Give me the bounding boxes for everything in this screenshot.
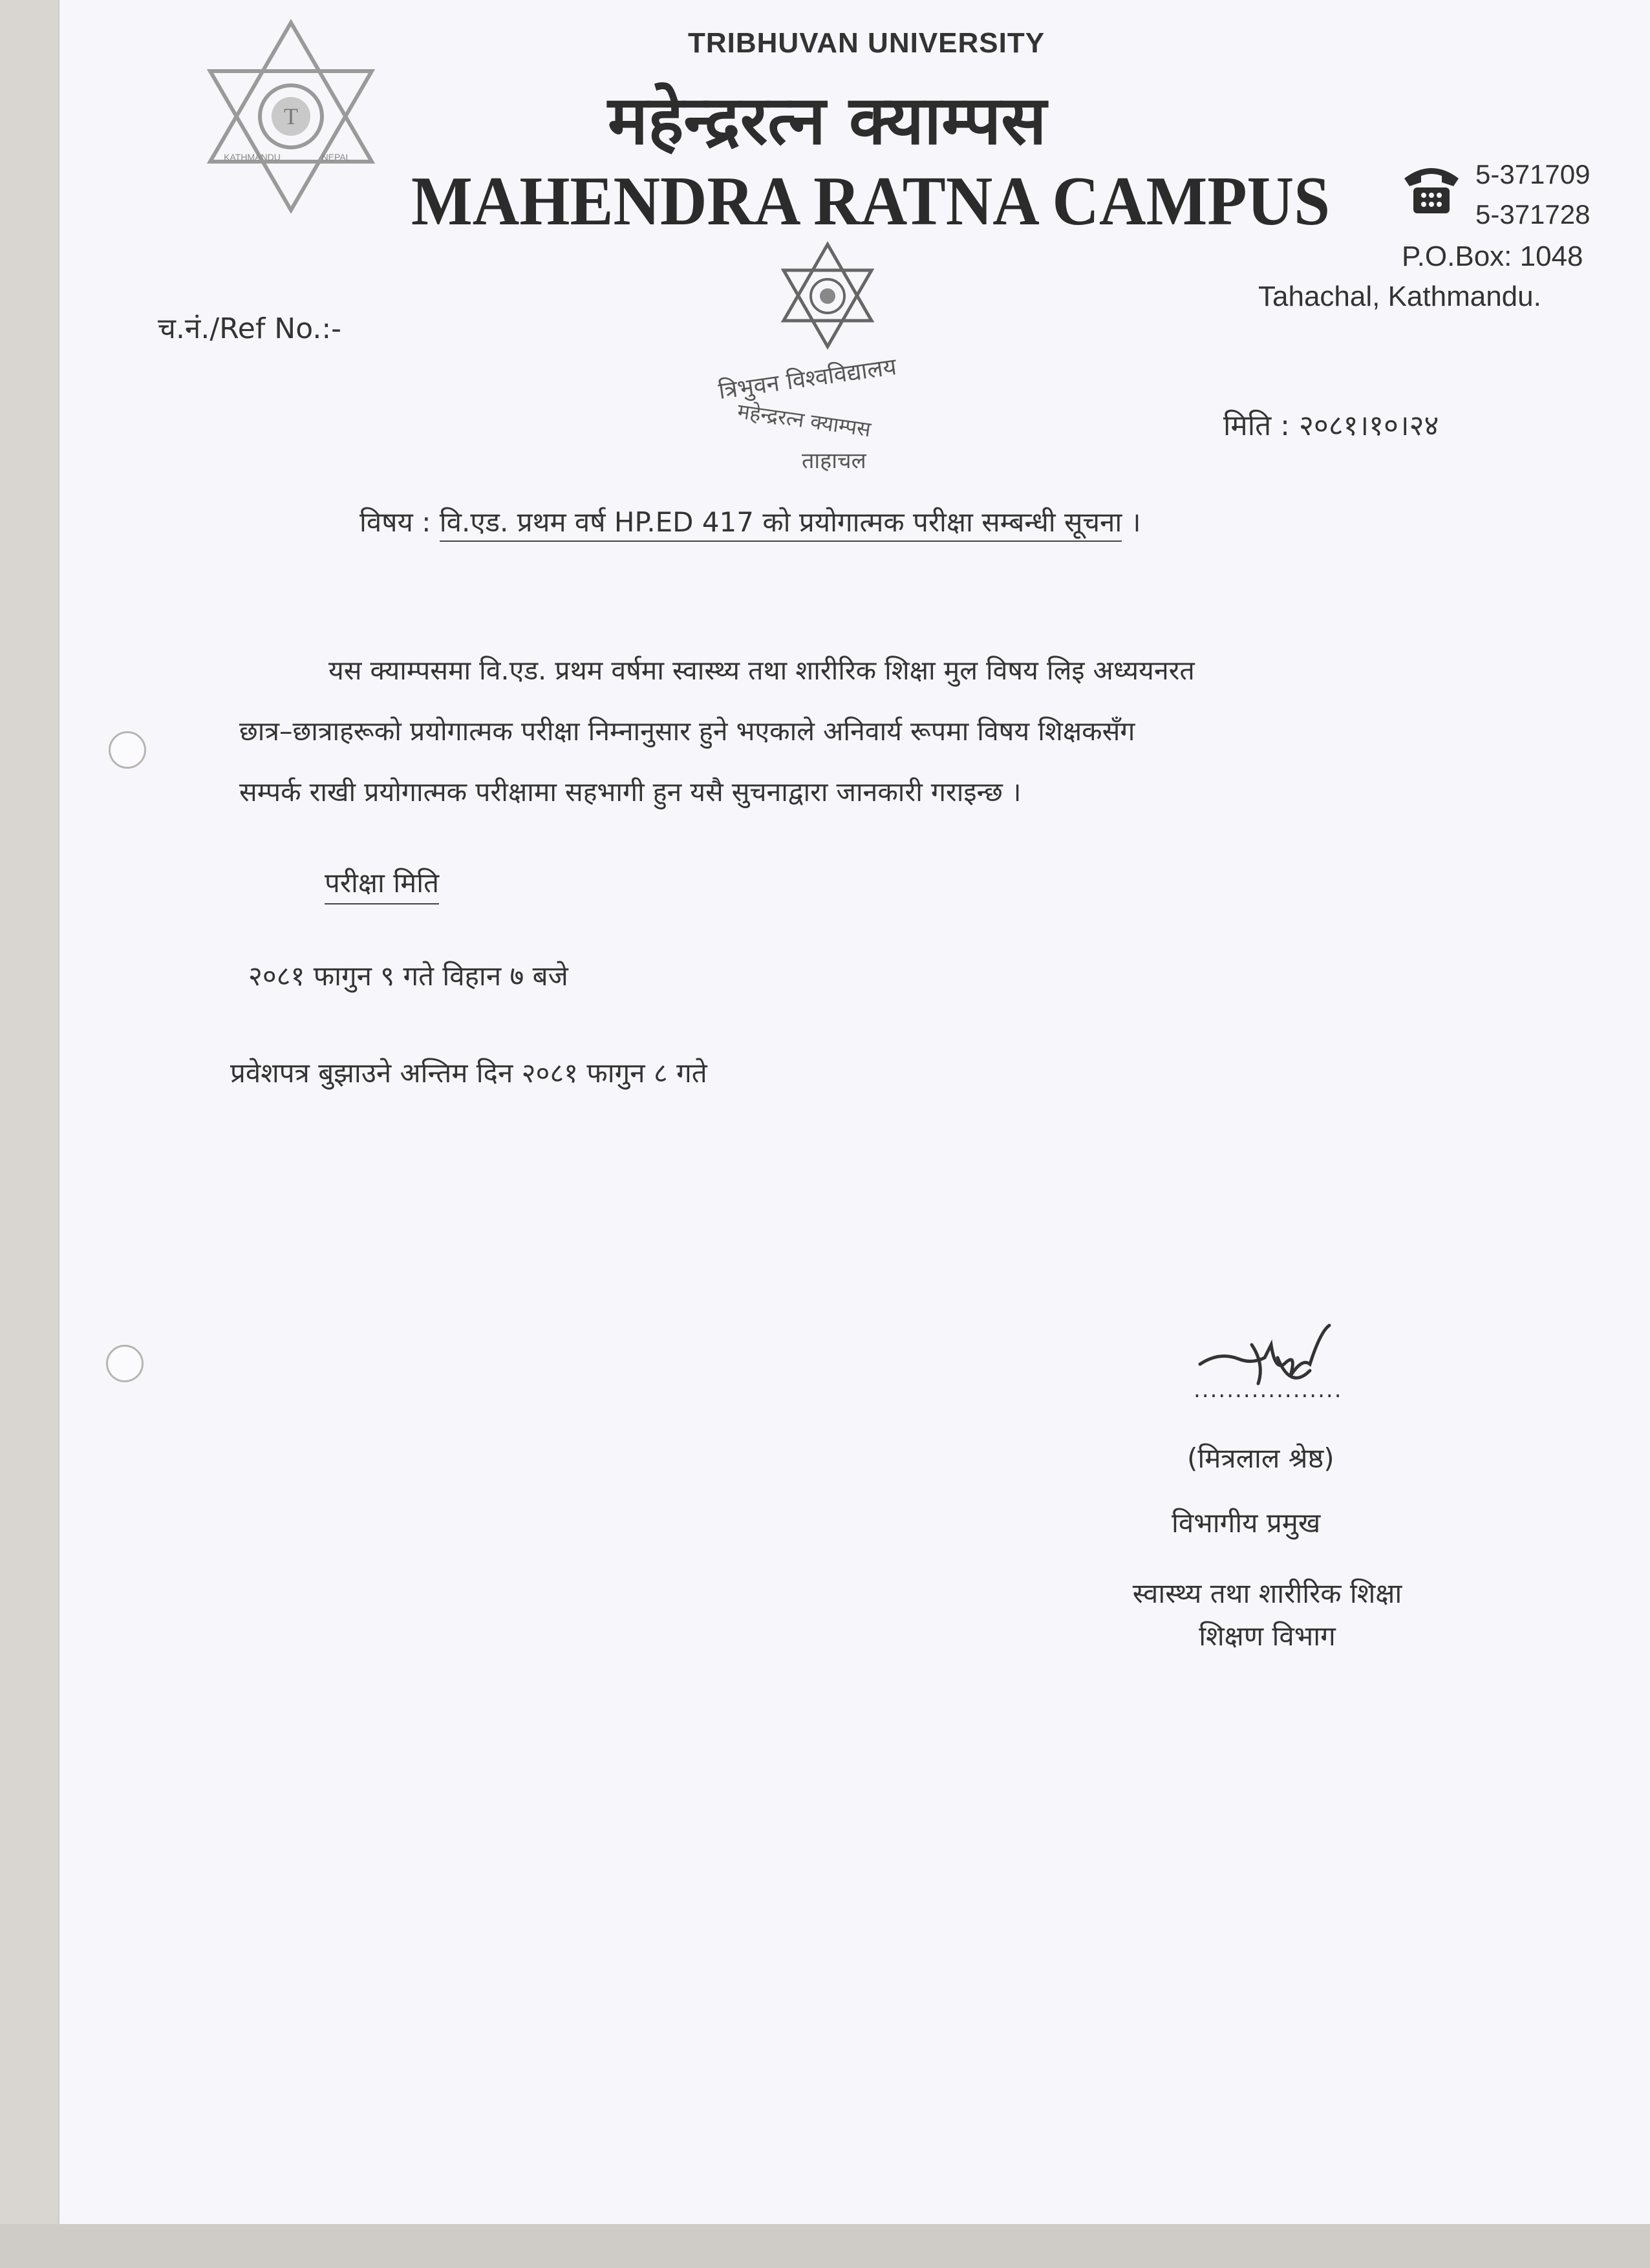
university-name: TRIBHUVAN UNIVERSITY: [688, 27, 1045, 59]
subject-end: ।: [1130, 506, 1141, 538]
admit-card-deadline: प्रवेशपत्र बुझाउने अन्तिम दिन २०८१ फागुन ८ गते: [230, 1057, 707, 1089]
scanner-background: [0, 2224, 1650, 2268]
punch-hole-bottom: [106, 1345, 144, 1382]
department-line-2: शिक्षण विभाग: [1199, 1620, 1336, 1652]
signatory-name: (मित्रलाल श्रेष्ठ): [1187, 1442, 1334, 1474]
signatory-title: विभागीय प्रमुख: [1172, 1507, 1321, 1539]
subject-label: विषय :: [359, 506, 431, 538]
address: Tahachal, Kathmandu.: [1258, 281, 1541, 312]
university-logo: [207, 19, 375, 213]
phone-number-1: 5-371709: [1475, 159, 1591, 189]
reference-number-label: च.नं./Ref No.:-: [158, 312, 342, 345]
campus-name-nepali: महेन्द्ररत्न क्याम्पस: [608, 81, 1047, 160]
date: मिति : २०८१।१०।२४: [1223, 409, 1439, 442]
body-line-1: यस क्याम्पसमा वि.एड. प्रथम वर्षमा स्वास्थ्य तथा शारीरिक शिक्षा मुल विषय लिइ अध्ययनरत: [328, 655, 1195, 686]
department-line-1: स्वास्थ्य तथा शारीरिक शिक्षा: [1132, 1578, 1402, 1609]
logo-text-left: KATHMANDU: [224, 152, 281, 162]
svg-text:T: T: [284, 103, 298, 129]
exam-date-heading: परीक्षा मिति: [325, 864, 439, 904]
campus-stamp: [698, 239, 970, 498]
stamp-line-3: ताहाचल: [802, 448, 866, 474]
signature-dots: ..................: [1194, 1377, 1343, 1403]
exam-datetime: २०८१ फागुन ९ गते विहान ७ बजे: [248, 960, 568, 992]
stamp-line-2: महेन्द्ररत्न क्याम्पस: [736, 398, 873, 442]
department-block: [1060, 1572, 1474, 1658]
notice-body: [239, 640, 1487, 822]
subject-text: वि.एड. प्रथम वर्ष HP.ED 417 को प्रयोगात्मक परीक्षा सम्बन्धी सूचना: [440, 506, 1122, 542]
body-line-2: छात्र–छात्राहरूको प्रयोगात्मक परीक्षा निम्नानुसार हुने भएकाले अनिवार्य रूपमा विषय शिक्षकसँग: [239, 716, 1135, 747]
stamp-line-1: त्रिभुवन विश्वविद्यालय: [716, 353, 899, 405]
punch-hole-top: [109, 731, 146, 769]
campus-name-english: MAHENDRA RATNA CAMPUS: [411, 163, 1331, 240]
subject-line: [359, 503, 1141, 540]
logo-text-right: NEPAL: [321, 152, 351, 162]
telephone-icon: [1399, 159, 1464, 217]
po-box: P.O.Box: 1048: [1402, 241, 1583, 272]
phone-number-2: 5-371728: [1475, 199, 1591, 230]
body-line-3: सम्पर्क राखी प्रयोगात्मक परीक्षामा सहभागी हुन यसै सुचनाद्वारा जानकारी गराइन्छ ।: [239, 776, 1022, 808]
